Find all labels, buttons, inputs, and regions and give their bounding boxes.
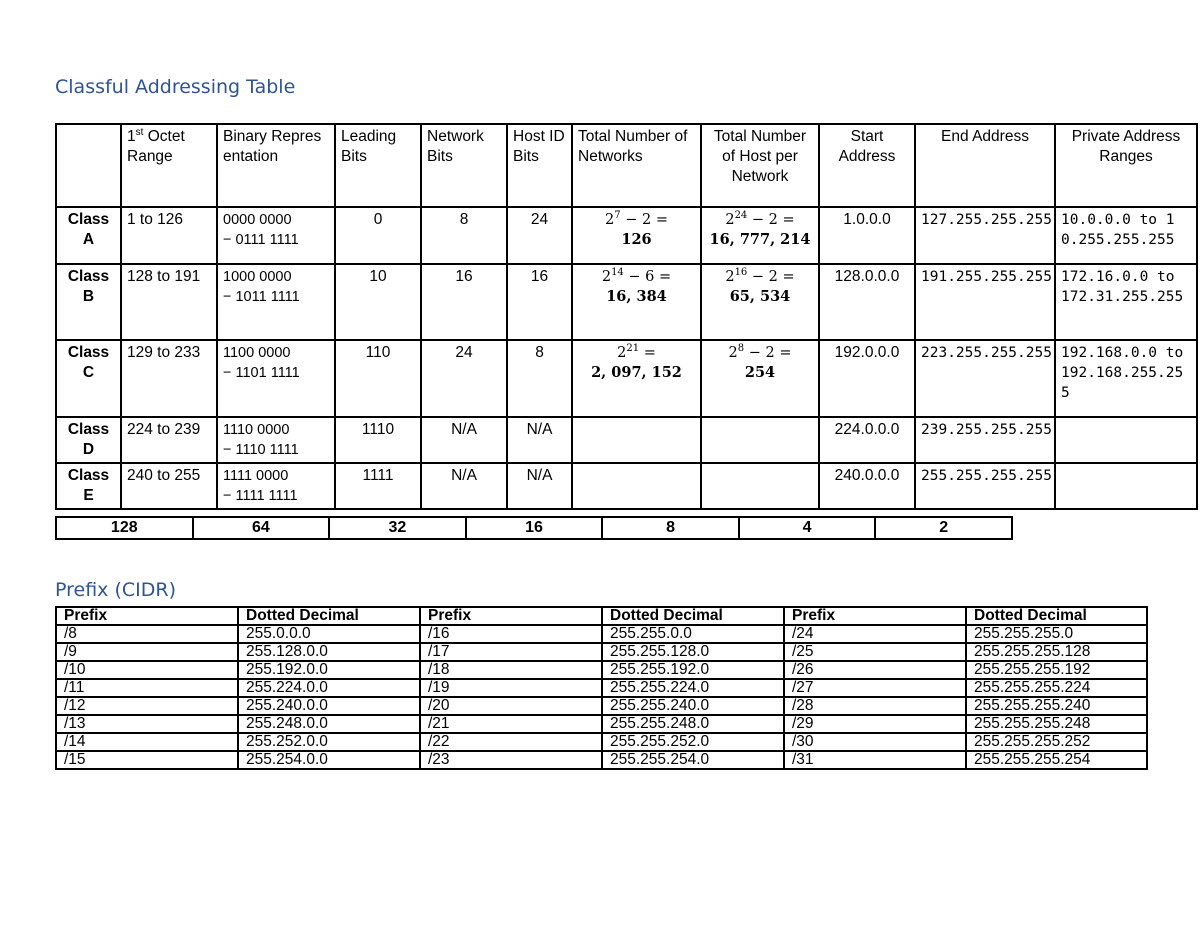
prefix-cell: /27: [784, 679, 966, 697]
header-octet-range: 1st Octet Range: [121, 124, 217, 207]
class-row: [56, 264, 1197, 340]
formula-base: 2: [617, 345, 627, 361]
formula-exponent: 14: [611, 267, 624, 279]
end-address-cell: 223.255.255.255: [915, 340, 1055, 417]
total-networks-cell: [572, 207, 701, 264]
total-hosts-cell-formula: [707, 267, 813, 287]
prefix-cell: /13: [56, 715, 238, 733]
host-bits-cell: 8: [507, 340, 572, 417]
prefix-cell: /26: [784, 661, 966, 679]
prefix-cell: /29: [784, 715, 966, 733]
class-name-cell: Class B: [56, 264, 121, 340]
formula-result: 16, 777, 214: [709, 231, 811, 248]
formula-result: 126: [621, 231, 652, 248]
class-name-cell: Class A: [56, 207, 121, 264]
cidr-header-cell: Prefix: [784, 607, 966, 625]
binary-end: − 1101 1111: [223, 365, 300, 381]
total-networks-cell-formula: [578, 343, 695, 363]
dotted-decimal-cell: 255.240.0.0: [238, 697, 420, 715]
prefix-cell: /12: [56, 697, 238, 715]
total-hosts-cell: [701, 417, 819, 463]
cidr-header-cell: Dotted Decimal: [966, 607, 1147, 625]
network-bits-cell: 8: [421, 207, 507, 264]
formula-exponent: 16: [734, 267, 748, 279]
prefix-cell: /17: [420, 643, 602, 661]
cidr-row: [56, 625, 1147, 643]
prefix-cell: /9: [56, 643, 238, 661]
prefix-cell: /24: [784, 625, 966, 643]
bit-weights-table: [55, 516, 1013, 540]
binary-start: 1110 0000: [223, 422, 290, 438]
bit-value-cell: 64: [193, 517, 330, 539]
class-row: [56, 463, 1197, 509]
start-address-cell: 128.0.0.0: [819, 264, 915, 340]
total-networks-cell-result: [578, 287, 695, 307]
bit-value-cell: 8: [602, 517, 739, 539]
total-hosts-cell-formula: [707, 210, 813, 230]
leading-bits-cell: 1110: [335, 417, 421, 463]
dotted-decimal-cell: 255.0.0.0: [238, 625, 420, 643]
class-name-cell: Class D: [56, 417, 121, 463]
end-address-cell: 255.255.255.255: [915, 463, 1055, 509]
prefix-cell: /18: [420, 661, 602, 679]
prefix-cell: /14: [56, 733, 238, 751]
octet-range-cell: 224 to 239: [121, 417, 217, 463]
total-networks-cell: [572, 417, 701, 463]
cidr-row: [56, 733, 1147, 751]
dotted-decimal-cell: 255.248.0.0: [238, 715, 420, 733]
cidr-row: [56, 715, 1147, 733]
binary-start: 1100 0000: [223, 345, 291, 361]
bit-weights-row: [56, 517, 1012, 539]
bit-value-cell: 2: [875, 517, 1012, 539]
formula-rest: − 2 =: [747, 212, 795, 228]
binary-range-cell: [217, 207, 335, 264]
dotted-decimal-cell: 255.255.255.254: [966, 751, 1147, 769]
start-address-cell: 192.0.0.0: [819, 340, 915, 417]
start-address-cell: 1.0.0.0: [819, 207, 915, 264]
private-range-cell: [1055, 463, 1197, 509]
total-hosts-cell-result: [707, 363, 813, 383]
binary-start: 1000 0000: [223, 269, 292, 285]
total-networks-cell-formula: [578, 210, 695, 230]
total-networks-cell: [572, 264, 701, 340]
end-address-cell: 127.255.255.255: [915, 207, 1055, 264]
formula-base: 2: [728, 345, 738, 361]
prefix-cell: /10: [56, 661, 238, 679]
class-name-cell: Class E: [56, 463, 121, 509]
host-bits-cell: N/A: [507, 463, 572, 509]
classful-addressing-table: [55, 123, 1198, 510]
formula-result: 65, 534: [729, 288, 791, 305]
formula-exponent: 21: [626, 343, 640, 355]
formula-rest: − 6 =: [623, 269, 672, 285]
cidr-table-title: Prefix (CIDR): [55, 579, 176, 601]
end-address-cell: 191.255.255.255: [915, 264, 1055, 340]
cidr-header-cell: Dotted Decimal: [602, 607, 784, 625]
cidr-header-cell: Prefix: [56, 607, 238, 625]
prefix-cell: /31: [784, 751, 966, 769]
bit-value-cell: 16: [466, 517, 603, 539]
binary-range-cell: [217, 264, 335, 340]
header-total-networks: Total Number of Networks: [572, 124, 701, 207]
dotted-decimal-cell: 255.255.128.0: [602, 643, 784, 661]
leading-bits-cell: 10: [335, 264, 421, 340]
binary-end: − 0111 1111: [223, 232, 299, 248]
dotted-decimal-cell: 255.255.255.248: [966, 715, 1147, 733]
private-range-cell: 10.0.0.0 to 10.255.255.255: [1055, 207, 1197, 264]
header-network-bits: Network Bits: [421, 124, 507, 207]
prefix-cell: /21: [420, 715, 602, 733]
cidr-header-cell: Prefix: [420, 607, 602, 625]
binary-end: − 1011 1111: [223, 289, 300, 305]
dotted-decimal-cell: 255.224.0.0: [238, 679, 420, 697]
class-row: [56, 417, 1197, 463]
class-row: [56, 207, 1197, 264]
prefix-cell: /19: [420, 679, 602, 697]
start-address-cell: 240.0.0.0: [819, 463, 915, 509]
formula-base: 2: [725, 269, 735, 285]
total-hosts-cell: [701, 264, 819, 340]
binary-start: 1111 0000: [223, 468, 289, 484]
formula-rest: − 2 =: [620, 212, 668, 228]
cidr-row: [56, 661, 1147, 679]
total-networks-cell-result: [578, 363, 695, 383]
cidr-row: [56, 643, 1147, 661]
network-bits-cell: N/A: [421, 417, 507, 463]
start-address-cell: 224.0.0.0: [819, 417, 915, 463]
total-networks-cell: [572, 463, 701, 509]
private-range-cell: 192.168.0.0 to 192.168.255.255: [1055, 340, 1197, 417]
prefix-cell: /28: [784, 697, 966, 715]
prefix-cell: /16: [420, 625, 602, 643]
octet-range-cell: 128 to 191: [121, 264, 217, 340]
cidr-row: [56, 751, 1147, 769]
total-hosts-cell-formula: [707, 343, 813, 363]
prefix-cell: /11: [56, 679, 238, 697]
total-hosts-cell-result: [707, 287, 813, 307]
header-total-hosts: Total Number of Host per Network: [701, 124, 819, 207]
header-end-address: End Address: [915, 124, 1055, 207]
dotted-decimal-cell: 255.192.0.0: [238, 661, 420, 679]
cidr-prefix-table: [55, 606, 1148, 770]
formula-exponent: 8: [737, 343, 745, 355]
total-networks-cell-result: [578, 230, 695, 250]
dotted-decimal-cell: 255.254.0.0: [238, 751, 420, 769]
classful-table-title: Classful Addressing Table: [55, 76, 296, 98]
formula-result: 16, 384: [606, 288, 667, 305]
formula-base: 2: [605, 212, 615, 228]
prefix-cell: /20: [420, 697, 602, 715]
total-hosts-cell: [701, 463, 819, 509]
cidr-header-cell: Dotted Decimal: [238, 607, 420, 625]
formula-base: 2: [725, 212, 735, 228]
header-binary: Binary Representation: [217, 124, 335, 207]
end-address-cell: 239.255.255.255: [915, 417, 1055, 463]
leading-bits-cell: 1111: [335, 463, 421, 509]
binary-end: − 1110 1111: [223, 442, 299, 458]
dotted-decimal-cell: 255.255.255.128: [966, 643, 1147, 661]
formula-result: 2, 097, 152: [591, 364, 682, 381]
octet-range-cell: 129 to 233: [121, 340, 217, 417]
leading-bits-cell: 0: [335, 207, 421, 264]
bit-value-cell: 32: [329, 517, 466, 539]
dotted-decimal-cell: 255.255.255.252: [966, 733, 1147, 751]
network-bits-cell: 16: [421, 264, 507, 340]
private-range-cell: 172.16.0.0 to 172.31.255.255: [1055, 264, 1197, 340]
binary-range-cell: [217, 417, 335, 463]
classful-header-row: [56, 124, 1197, 207]
binary-start: 0000 0000: [223, 212, 292, 228]
network-bits-cell: N/A: [421, 463, 507, 509]
header-blank: [56, 124, 121, 207]
dotted-decimal-cell: 255.255.224.0: [602, 679, 784, 697]
header-host-bits: Host ID Bits: [507, 124, 572, 207]
dotted-decimal-cell: 255.255.248.0: [602, 715, 784, 733]
octet-range-cell: 240 to 255: [121, 463, 217, 509]
dotted-decimal-cell: 255.255.252.0: [602, 733, 784, 751]
class-row: [56, 340, 1197, 417]
cidr-row: [56, 697, 1147, 715]
network-bits-cell: 24: [421, 340, 507, 417]
dotted-decimal-cell: 255.255.0.0: [602, 625, 784, 643]
header-leading-bits: Leading Bits: [335, 124, 421, 207]
prefix-cell: /25: [784, 643, 966, 661]
header-start-address: Start Address: [819, 124, 915, 207]
bit-value-cell: 128: [56, 517, 193, 539]
formula-base: 2: [601, 269, 612, 285]
dotted-decimal-cell: 255.255.255.224: [966, 679, 1147, 697]
dotted-decimal-cell: 255.255.240.0: [602, 697, 784, 715]
total-hosts-cell-result: [707, 230, 813, 250]
total-networks-cell: [572, 340, 701, 417]
binary-end: − 1111 1111: [223, 488, 298, 504]
dotted-decimal-cell: 255.255.255.240: [966, 697, 1147, 715]
class-name-cell: Class C: [56, 340, 121, 417]
total-networks-cell-formula: [578, 267, 695, 287]
prefix-cell: /15: [56, 751, 238, 769]
formula-exponent: 24: [734, 210, 748, 222]
dotted-decimal-cell: 255.128.0.0: [238, 643, 420, 661]
host-bits-cell: 16: [507, 264, 572, 340]
formula-rest: − 2 =: [744, 345, 792, 361]
binary-range-cell: [217, 463, 335, 509]
total-hosts-cell: [701, 340, 819, 417]
header-private-ranges: Private Address Ranges: [1055, 124, 1197, 207]
dotted-decimal-cell: 255.252.0.0: [238, 733, 420, 751]
dotted-decimal-cell: 255.255.192.0: [602, 661, 784, 679]
bit-value-cell: 4: [739, 517, 876, 539]
prefix-cell: /22: [420, 733, 602, 751]
total-hosts-cell: [701, 207, 819, 264]
leading-bits-cell: 110: [335, 340, 421, 417]
dotted-decimal-cell: 255.255.254.0: [602, 751, 784, 769]
cidr-row: [56, 679, 1147, 697]
cidr-header-row: [56, 607, 1147, 625]
private-range-cell: [1055, 417, 1197, 463]
formula-rest: − 2 =: [747, 269, 795, 285]
prefix-cell: /30: [784, 733, 966, 751]
formula-rest: =: [639, 345, 656, 361]
prefix-cell: /8: [56, 625, 238, 643]
prefix-cell: /23: [420, 751, 602, 769]
dotted-decimal-cell: 255.255.255.0: [966, 625, 1147, 643]
host-bits-cell: N/A: [507, 417, 572, 463]
formula-exponent: 7: [614, 210, 621, 222]
binary-range-cell: [217, 340, 335, 417]
formula-result: 254: [744, 364, 776, 381]
octet-range-cell: 1 to 126: [121, 207, 217, 264]
host-bits-cell: 24: [507, 207, 572, 264]
dotted-decimal-cell: 255.255.255.192: [966, 661, 1147, 679]
